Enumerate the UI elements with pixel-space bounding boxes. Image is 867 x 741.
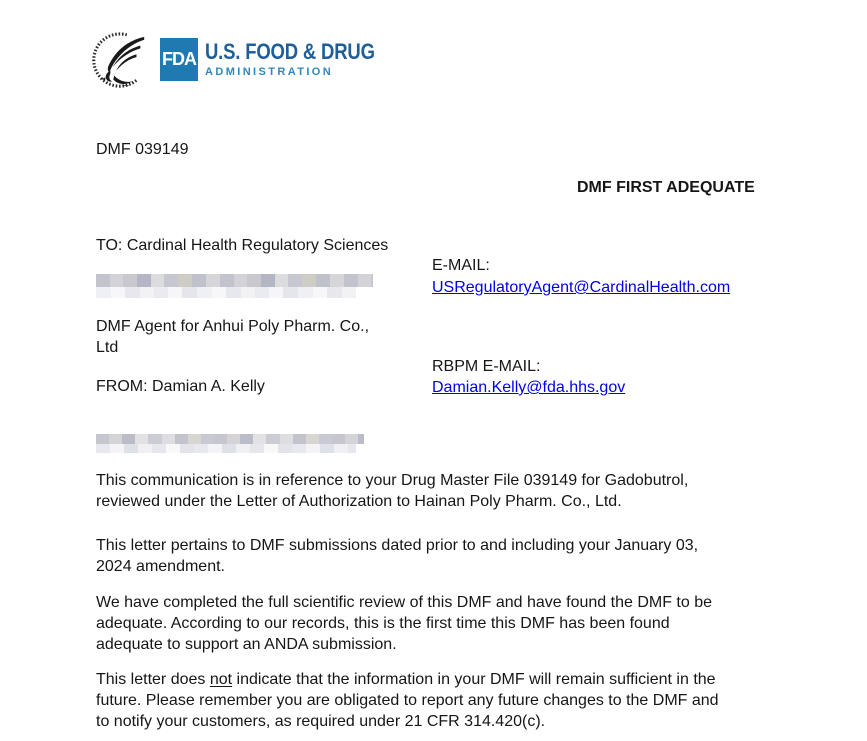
text-line: adequate to support an ANDA submission. [96,636,397,653]
hhs-eagle-seal-icon [92,32,150,90]
text-segment: This letter does [96,671,210,688]
text-segment: indicate that the information in your DMF will remain sufficient in the [232,671,716,688]
rbpm-email-link[interactable]: Damian.Kelly@fda.hhs.gov [432,379,626,396]
text-line: reviewed under the Letter of Authorization to Hainan Poly Pharm. Co., Ltd. [96,493,622,510]
rbpm-email-label: RBPM E-MAIL: [432,358,541,375]
text-line: We have completed the full scientific review of this DMF and have found the DMF to be [96,594,712,611]
text-line: future. Please remember you are obligated to report any future changes to the DMF and [96,692,719,709]
agent-line: Ltd [96,339,119,356]
redaction-pixel-row [96,444,356,453]
redaction-pixel-row [96,274,373,287]
text-line: This letter pertains to DMF submissions dated prior to and including your January 03, [96,537,699,554]
redacted-date-block [96,434,364,453]
fda-wordmark-title: U.S. FOOD & DRUG [205,39,375,64]
paragraph-disclaimer [96,669,719,732]
redaction-pixel-row [96,287,356,298]
text-line: This communication is in reference to your Drug Master File 039149 for Gadobutrol, [96,472,689,489]
text-line: adequate. According to our records, this is the first time this DMF has been found [96,615,670,632]
text-line: to notify your customers, as required under 21 CFR 314.420(c). [96,713,546,730]
redaction-pixel-row [96,434,364,444]
letter-subject: DMF FIRST ADEQUATE [577,179,755,196]
fda-logo-box [160,38,198,81]
fda-logo-acronym: FDA [162,49,196,69]
underlined-word: not [209,671,233,688]
agent-line: DMF Agent for Anhui Poly Pharm. Co., [96,318,370,335]
dmf-agent-lines [96,316,369,358]
email-label: E-MAIL: [432,257,490,274]
to-line: TO: Cardinal Health Regulatory Sciences [96,237,389,254]
redacted-address-block [96,274,373,298]
paragraph-reference [96,470,688,512]
text-line [96,669,719,690]
text-line: 2024 amendment. [96,558,225,575]
fda-wordmark-subtitle: ADMINISTRATION [205,66,334,78]
email-link[interactable]: USRegulatoryAgent@CardinalHealth.com [432,279,731,296]
paragraph-review-result [96,592,712,655]
fda-wordmark [205,39,407,78]
paragraph-submissions [96,535,698,577]
dmf-number: DMF 039149 [96,141,189,158]
from-line: FROM: Damian A. Kelly [96,378,265,395]
